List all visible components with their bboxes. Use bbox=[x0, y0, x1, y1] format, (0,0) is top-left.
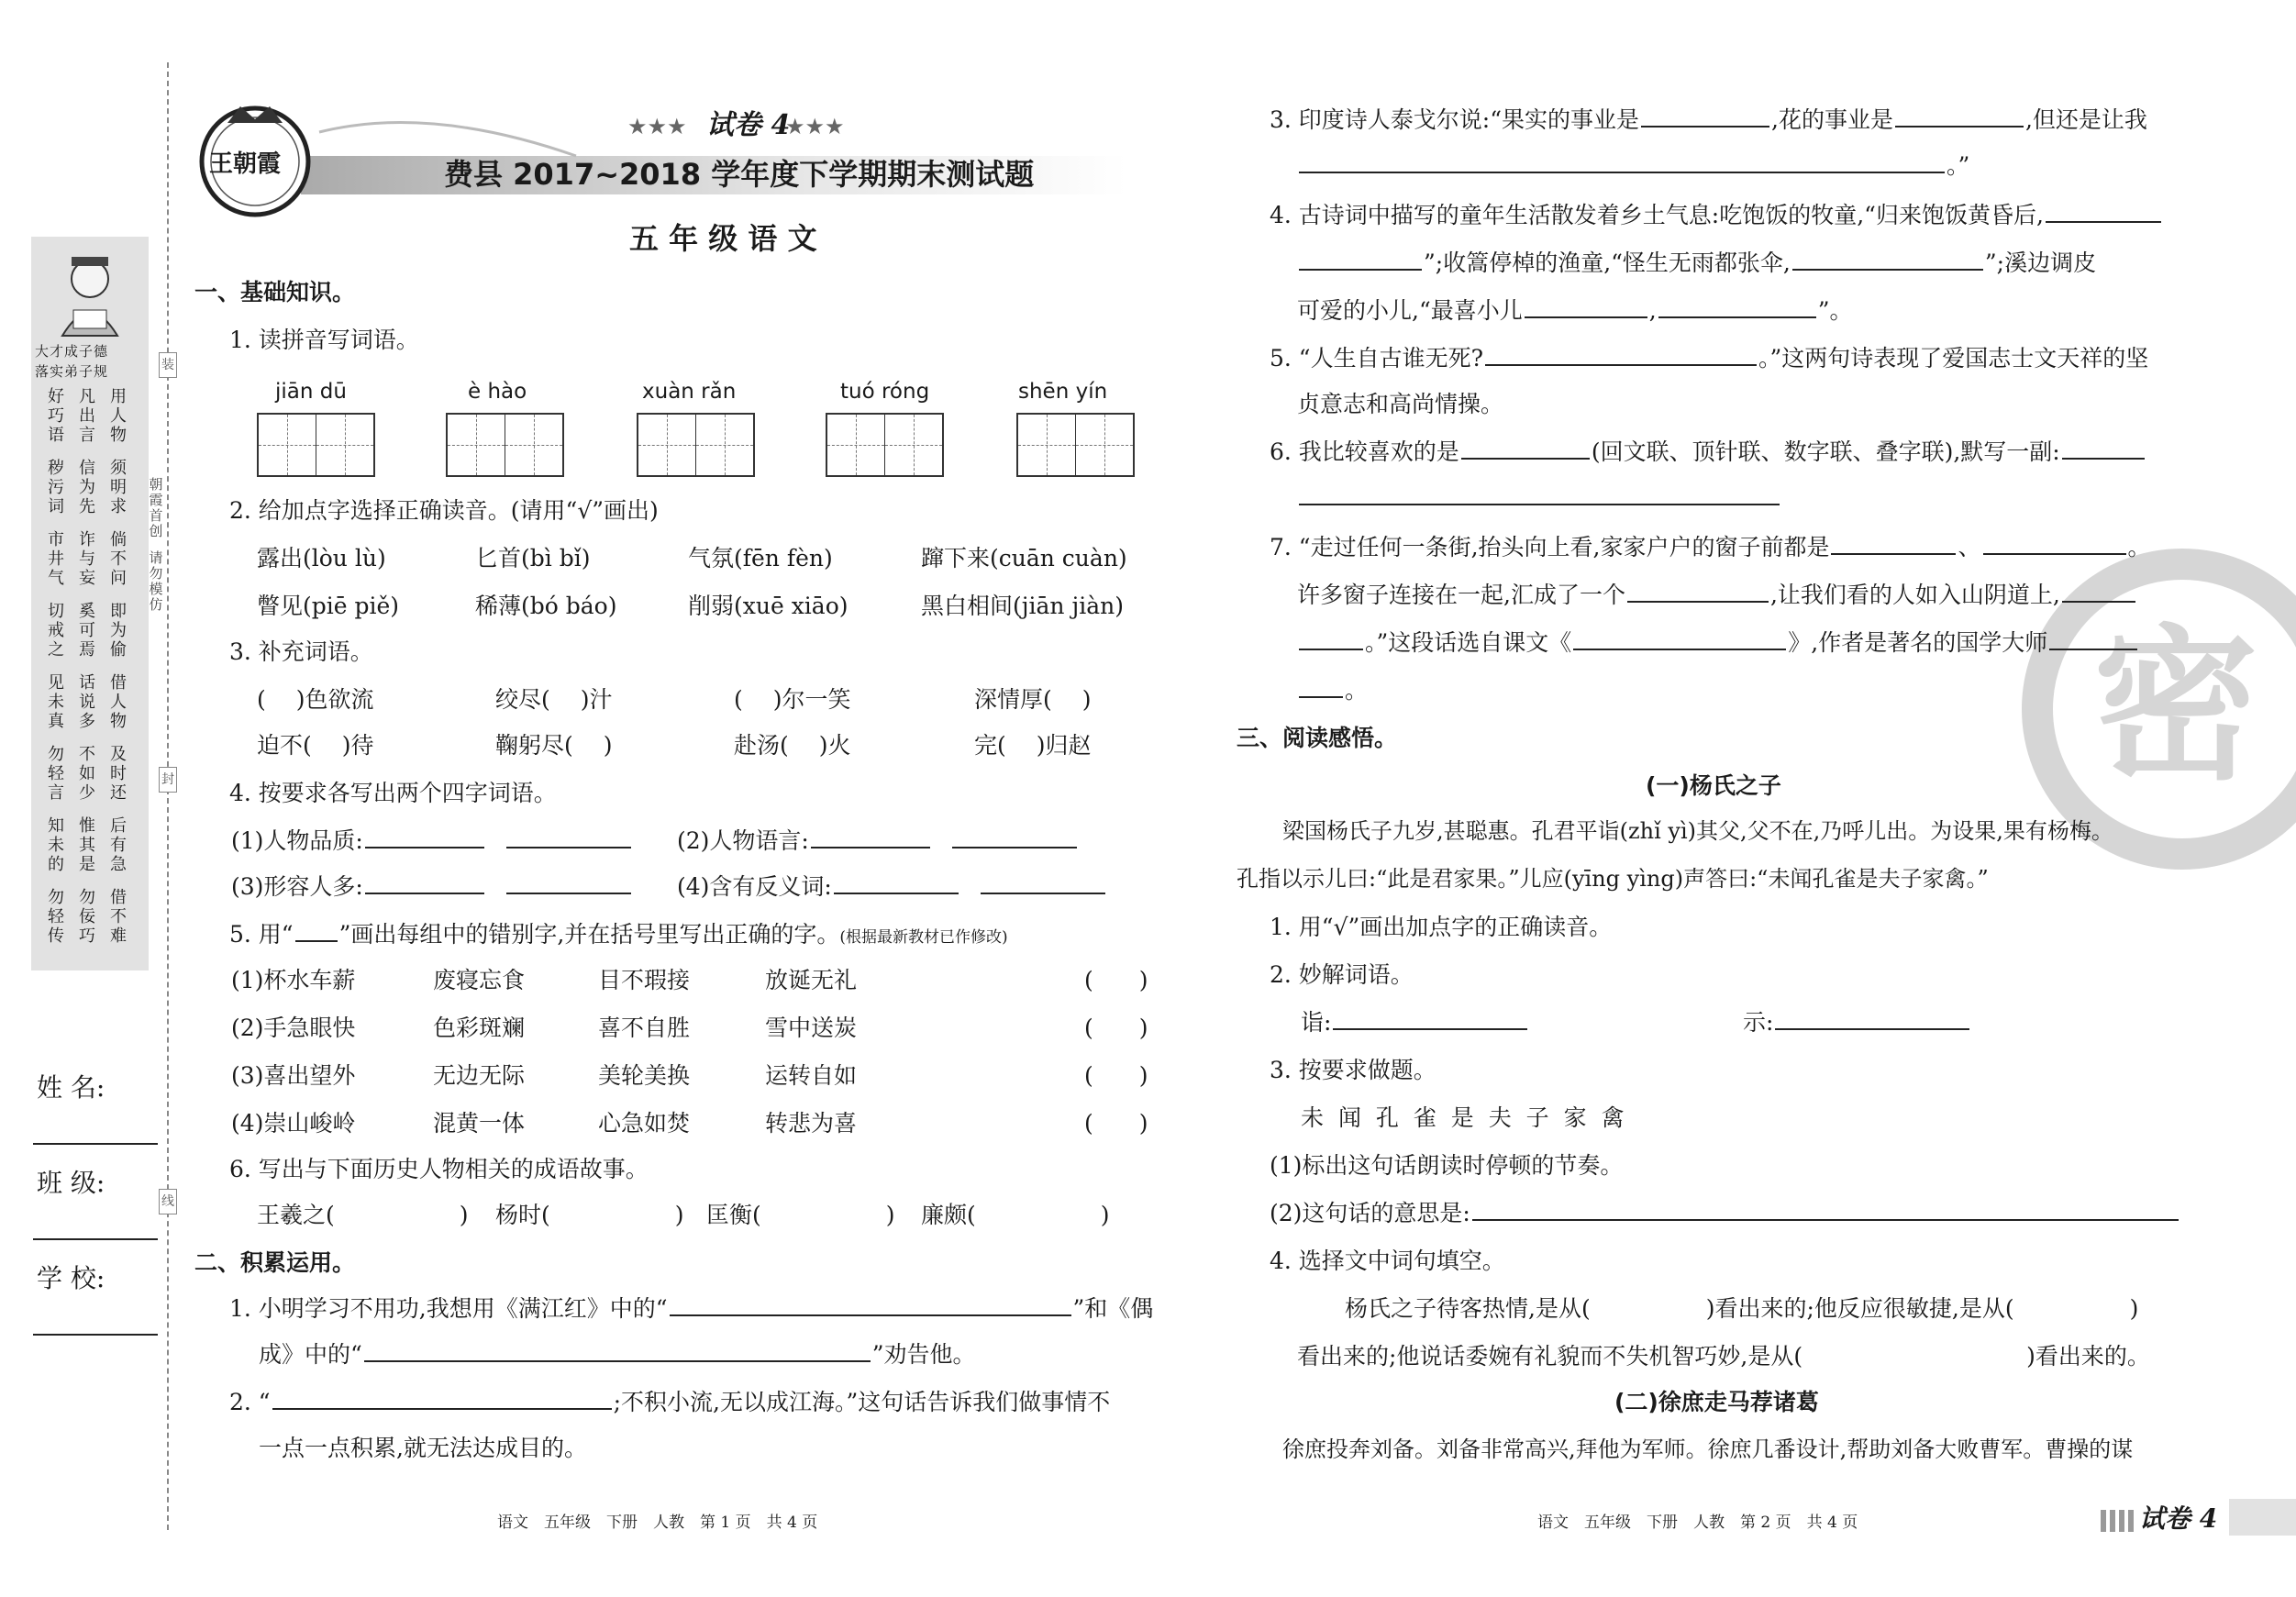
corner-band bbox=[2229, 1499, 2296, 1536]
page-2-footer: 语文 五年级 下册 人教 第 2 页 共 4 页 bbox=[1537, 1514, 1858, 1532]
acc-1-line-2: 成》中的“ ”劝告他。 bbox=[259, 1341, 976, 1368]
motto-column: 即为偷 bbox=[110, 602, 127, 660]
q3-item-6[interactable]: 鞠躬尽( ) bbox=[495, 732, 613, 759]
motto-column: 奚可焉 bbox=[79, 602, 95, 660]
binding-marker-feng: 封 bbox=[159, 767, 177, 793]
q3-item-3[interactable]: ( )尔一笑 bbox=[734, 686, 851, 713]
acc-2-line-2: 一点一点积累,就无法达成目的。 bbox=[259, 1435, 587, 1461]
motto-column: 信为先 bbox=[79, 459, 95, 516]
motto-column: 知未的 bbox=[48, 816, 64, 874]
r3-text: 3. 按要求做题。 bbox=[1270, 1057, 1436, 1083]
logo-text: 王朝霞 bbox=[209, 150, 282, 178]
motto-column: 不如少 bbox=[79, 745, 95, 803]
motto-column: 及时还 bbox=[110, 745, 127, 803]
q4-item-4: (4)含有反义词: bbox=[677, 875, 1107, 898]
q5-answer-1[interactable]: ( ) bbox=[1084, 967, 1148, 993]
a5-line-1: 5. “人生自古谁无死? 。”这两句诗表现了爱国志士文天祥的坚 bbox=[1270, 345, 2149, 372]
q6-item-1[interactable]: 王羲之( ) bbox=[257, 1202, 469, 1228]
a7-line-1: 7. “走过任何一条街,抬头向上看,家家户户的窗子前都是 、 。 bbox=[1270, 534, 2151, 560]
q4-item-3: (3)形容人多: bbox=[231, 875, 633, 898]
a4-line-1: 4. 古诗词中描写的童年生活散发着乡土气息:吃饱饭的牧童,“归来饱饭黄昏后, bbox=[1270, 204, 2163, 227]
a4-line-3: 可爱的小儿,“最喜小儿 , ”。 bbox=[1297, 297, 1853, 324]
passage-2-title: (二)徐庶走马荐诸葛 bbox=[1614, 1389, 1819, 1415]
q5-answer-4[interactable]: ( ) bbox=[1084, 1110, 1148, 1137]
q4-text: 4. 按要求各写出两个四字词语。 bbox=[229, 780, 557, 806]
q2-item-6[interactable]: 稀薄(bó báo) bbox=[475, 593, 617, 619]
q2-item-2[interactable]: 匕首(bì bǐ) bbox=[475, 545, 591, 571]
a7-line-3: 。”这段话选自课文《 》,作者是著名的国学大师 bbox=[1297, 631, 2139, 654]
r3-sub-2: (2)这句话的意思是: bbox=[1270, 1202, 2180, 1225]
writing-grid-5[interactable] bbox=[1016, 413, 1135, 477]
q2-item-5[interactable]: 瞥见(piē piě) bbox=[257, 593, 400, 619]
acc-2-line-1: 2. “ ;不积小流,无以成江海。”这句话告诉我们做事情不 bbox=[229, 1389, 1111, 1415]
q5-answer-3[interactable]: ( ) bbox=[1084, 1062, 1148, 1089]
q3-item-5[interactable]: 迫不( )待 bbox=[257, 732, 374, 759]
q5-row-2-a[interactable]: (2)手急眼快 bbox=[231, 1015, 356, 1041]
passage-1-line-2: 孔指以示儿曰:“此是君家果。”儿应(yīng yìng)声答曰:“未闻孔雀是夫子家禽。” bbox=[1237, 866, 1989, 892]
corner-paper-label: 试卷 4 bbox=[2139, 1503, 2218, 1534]
motto-column: 用人物 bbox=[110, 387, 127, 445]
motto-column: 好巧语 bbox=[48, 387, 64, 445]
q3-item-7[interactable]: 赴汤( )火 bbox=[734, 732, 851, 759]
a4-line-2: ”;收篙停棹的渔童,“怪生无雨都张伞, ”;溪边调皮 bbox=[1297, 251, 2096, 274]
binding-line bbox=[167, 62, 169, 1530]
motto-column: 见未真 bbox=[48, 673, 64, 731]
pinyin-1: jiān dū bbox=[275, 380, 347, 404]
q6-text: 6. 写出与下面历史人物相关的成语故事。 bbox=[229, 1156, 649, 1182]
q5-row-1-d[interactable]: 放诞无礼 bbox=[765, 967, 858, 993]
a7-line-2: 许多窗子连接在一起,汇成了一个 ,让我们看的人如入山阴道上, bbox=[1297, 583, 2137, 606]
writing-grid-3[interactable] bbox=[637, 413, 755, 477]
q6-item-2[interactable]: 杨时( ) bbox=[495, 1202, 684, 1228]
binding-marker-zhuang: 装 bbox=[159, 352, 177, 378]
motto-column: 切戒之 bbox=[48, 602, 64, 660]
school-field[interactable] bbox=[33, 1334, 158, 1336]
motto-column: 勿轻传 bbox=[48, 888, 64, 946]
passage-1-line-1: 梁国杨氏子九岁,甚聪惠。孔君平诣(zhǐ yì)其父,父不在,乃呼儿出。为设果,果有杨梅。 bbox=[1282, 818, 2113, 844]
section-3-title: 三、阅读感悟。 bbox=[1237, 725, 1398, 751]
motto-column: 市井气 bbox=[48, 530, 64, 588]
exam-title: 费县 2017~2018 学年度下学期期末测试题 bbox=[444, 157, 1035, 192]
stars-right: ★★★ bbox=[785, 114, 845, 139]
motto-top: 大才成子德 bbox=[35, 343, 109, 360]
motto-column: 借人物 bbox=[110, 673, 127, 731]
r4-line-2: 看出来的;他说话委婉有礼貌而不失机智巧妙,是从( )看出来的。 bbox=[1297, 1343, 2150, 1370]
motto-column: 话说多 bbox=[79, 673, 95, 731]
motto-column: 勿轻言 bbox=[48, 745, 64, 803]
q5-row-3-c[interactable]: 美轮美换 bbox=[598, 1062, 691, 1089]
a7-line-4: 。 bbox=[1297, 679, 1368, 702]
scholar-icon bbox=[31, 244, 149, 345]
motto-column: 秽污词 bbox=[48, 459, 64, 516]
r1-text: 1. 用“√”画出加点字的正确读音。 bbox=[1270, 914, 1613, 940]
motto-column: 惟其是 bbox=[79, 816, 95, 874]
motto-bottom: 落实弟子规 bbox=[35, 363, 109, 380]
q2-item-1[interactable]: 露出(lòu lù) bbox=[257, 545, 386, 571]
passage-2-line-1: 徐庶投奔刘备。刘备非常高兴,拜他为军师。徐庶几番设计,帮助刘备大败曹军。曹操的谋 bbox=[1282, 1436, 2134, 1462]
r2-text: 2. 妙解词语。 bbox=[1270, 961, 1414, 988]
r2-b: 示: bbox=[1743, 1011, 1971, 1034]
q5-text: 5. 用“ ”画出每组中的错别字,并在括号里写出正确的字。(根据最新教材已作修改) bbox=[229, 921, 1008, 948]
pinyin-4: tuó róng bbox=[840, 380, 930, 404]
q5-row-1-b[interactable]: 废寝忘食 bbox=[433, 967, 526, 993]
q5-row-1-a[interactable]: (1)杯水车薪 bbox=[231, 967, 356, 993]
q4-item-2: (2)人物语言: bbox=[677, 829, 1079, 852]
q5-row-2-b[interactable]: 色彩斑斓 bbox=[433, 1015, 526, 1041]
motto-column: 凡出言 bbox=[79, 387, 95, 445]
q5-row-4-c[interactable]: 心急如焚 bbox=[598, 1110, 691, 1137]
q3-text: 3. 补充词语。 bbox=[229, 638, 373, 665]
q1-text: 1. 读拼音写词语。 bbox=[229, 327, 419, 353]
q5-row-3-b[interactable]: 无边无际 bbox=[433, 1062, 526, 1089]
q3-item-8[interactable]: 完( )归赵 bbox=[974, 732, 1092, 759]
motto-panel bbox=[31, 237, 149, 970]
q6-item-3[interactable]: 匡衡( ) bbox=[706, 1202, 895, 1228]
pinyin-3: xuàn rǎn bbox=[642, 380, 737, 404]
a3-line-2: 。” bbox=[1297, 154, 1969, 177]
q2-item-4[interactable]: 蹿下来(cuān cuàn) bbox=[921, 545, 1127, 571]
seal-char: 密 bbox=[2093, 609, 2259, 803]
writing-grid-2[interactable] bbox=[446, 413, 564, 477]
q5-row-4-a[interactable]: (4)崇山峻岭 bbox=[231, 1110, 356, 1137]
passage-1-title: (一)杨氏之子 bbox=[1646, 772, 1781, 799]
section-1-title: 一、基础知识。 bbox=[194, 279, 356, 305]
q5-row-2-d[interactable]: 雪中送炭 bbox=[765, 1015, 858, 1041]
stars-left: ★★★ bbox=[627, 114, 687, 139]
motto-column: 借不难 bbox=[110, 888, 127, 946]
motto-column: 诈与妄 bbox=[79, 530, 95, 588]
paper-label: 试卷 4 bbox=[706, 109, 791, 141]
name-label: 姓 名: bbox=[37, 1072, 105, 1103]
a3-line-1: 3. 印度诗人泰戈尔说:“果实的事业是 ,花的事业是 ,但还是让我 bbox=[1270, 106, 2147, 133]
motto-column: 后有急 bbox=[110, 816, 127, 874]
a6-line-1: 6. 我比较喜欢的是 (回文联、顶针联、数字联、叠字联),默写一副: bbox=[1270, 440, 2146, 463]
acc-1-line-1: 1. 小明学习不用功,我想用《满江红》中的“ ”和《偶 bbox=[229, 1295, 1154, 1322]
vertical-note-first: 朝霞首创 bbox=[149, 476, 163, 539]
q3-item-4[interactable]: 深情厚( ) bbox=[974, 686, 1092, 713]
q5-row-1-c[interactable]: 目不瑕接 bbox=[598, 967, 691, 993]
writing-grid-4[interactable] bbox=[826, 413, 944, 477]
motto-column: 须明求 bbox=[110, 459, 127, 516]
class-field[interactable] bbox=[33, 1238, 158, 1240]
a5-line-2: 贞意志和高尚情操。 bbox=[1297, 391, 1504, 417]
school-label: 学 校: bbox=[37, 1263, 105, 1293]
q6-item-4[interactable]: 廉颇( ) bbox=[921, 1202, 1110, 1228]
subject-title: 五 年 级 语 文 bbox=[629, 221, 817, 256]
vertical-note-second: 请勿模仿 bbox=[149, 549, 163, 613]
r3-sub-1: (1)标出这句话朗读时停顿的节奏。 bbox=[1270, 1152, 1624, 1179]
pinyin-5: shēn yín bbox=[1018, 380, 1108, 404]
r3-sentence: 未 闻 孔 雀 是 夫 子 家 禽 bbox=[1301, 1104, 1628, 1131]
q2-text: 2. 给加点字选择正确读音。(请用“√”画出) bbox=[229, 497, 659, 524]
q2-item-8[interactable]: 黑白相间(jiān jiàn) bbox=[921, 593, 1124, 619]
q2-item-7[interactable]: 削弱(xuē xiāo) bbox=[688, 593, 849, 619]
motto-column: 倘不问 bbox=[110, 530, 127, 588]
q3-item-1[interactable]: ( )色欲流 bbox=[257, 686, 374, 713]
q2-item-3[interactable]: 气氛(fēn fèn) bbox=[688, 545, 833, 571]
q5-answer-2[interactable]: ( ) bbox=[1084, 1015, 1148, 1041]
a6-line-2 bbox=[1297, 486, 1781, 509]
r4-text: 4. 选择文中词句填空。 bbox=[1270, 1248, 1505, 1274]
corner-pattern bbox=[2101, 1510, 2134, 1532]
section-2-title: 二、积累运用。 bbox=[194, 1249, 356, 1276]
q5-row-4-d[interactable]: 转悲为喜 bbox=[765, 1110, 858, 1137]
q5-row-3-d[interactable]: 运转自如 bbox=[765, 1062, 858, 1089]
binding-marker-xian: 线 bbox=[159, 1189, 177, 1214]
r2-a: 诣: bbox=[1301, 1011, 1529, 1034]
q3-item-2[interactable]: 绞尽( )汁 bbox=[495, 686, 613, 713]
page-1-footer: 语文 五年级 下册 人教 第 1 页 共 4 页 bbox=[497, 1514, 818, 1532]
r4-line-1: 杨氏之子待客热情,是从( )看出来的;他反应很敏捷,是从( ) bbox=[1345, 1295, 2139, 1322]
name-field[interactable] bbox=[33, 1143, 158, 1145]
motto-column: 勿佞巧 bbox=[79, 888, 95, 946]
class-label: 班 级: bbox=[37, 1168, 105, 1198]
writing-grid-1[interactable] bbox=[257, 413, 375, 477]
pinyin-2: è hào bbox=[468, 380, 527, 404]
q4-item-1: (1)人物品质: bbox=[231, 829, 633, 852]
q5-row-4-b[interactable]: 混黄一体 bbox=[433, 1110, 526, 1137]
q5-row-3-a[interactable]: (3)喜出望外 bbox=[231, 1062, 356, 1089]
q5-row-2-c[interactable]: 喜不自胜 bbox=[598, 1015, 691, 1041]
